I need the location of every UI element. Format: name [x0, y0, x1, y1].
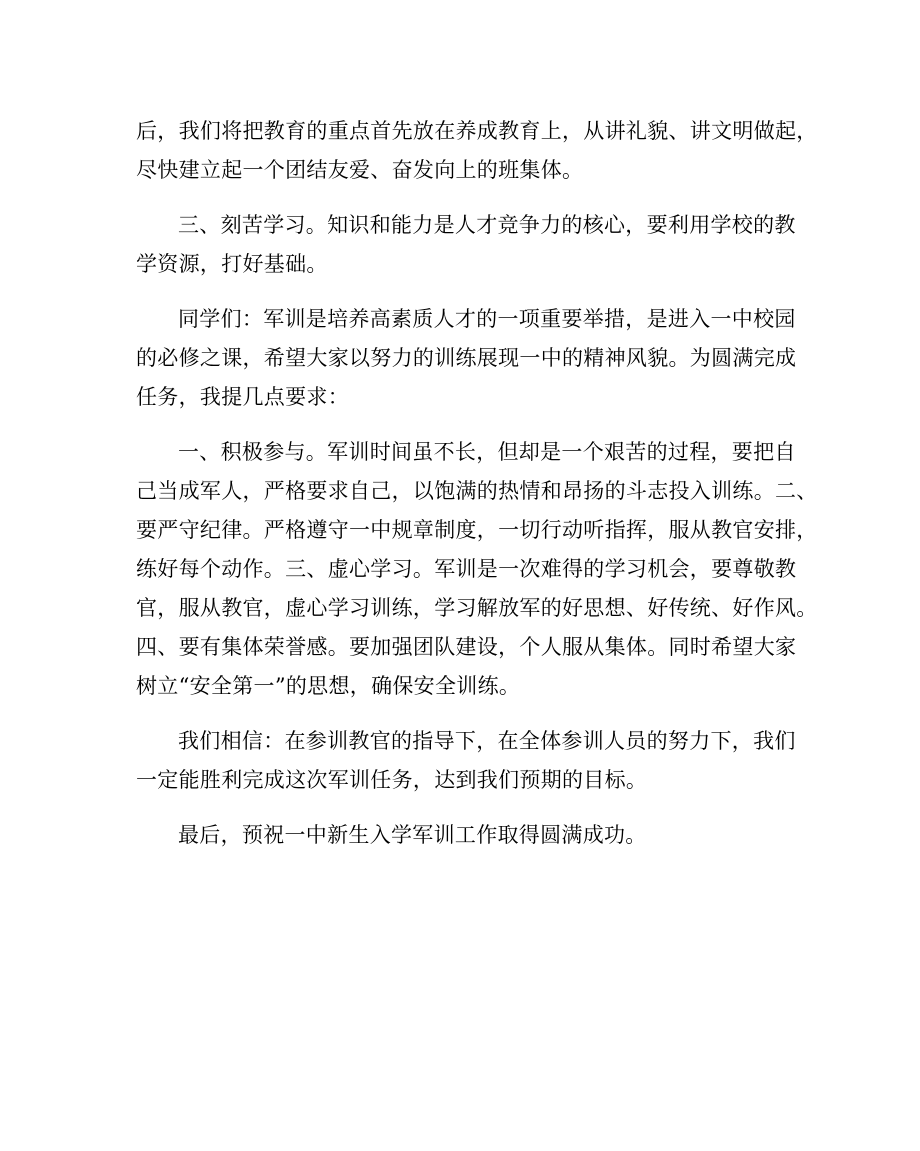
text-line: 的必修之课，希望大家以努力的训练展现一中的精神风貌。为圆满完成 — [136, 346, 797, 370]
text-line: 树立“安全第一”的思想，确保安全训练。 — [136, 674, 521, 698]
paragraph-belief — [136, 722, 796, 800]
text-line: 我们相信：在参训教官的指导下，在全体参训人员的努力下，我们 — [178, 729, 796, 753]
text-line: 一、积极参与。军训时间虽不长，但却是一个艰苦的过程，要把自 — [178, 440, 796, 464]
paragraph-closing-wish — [136, 816, 786, 855]
text-line: 官，服从教官，虚心学习训练，学习解放军的好思想、好传统、好作风。 — [136, 596, 818, 620]
text-line: 后，我们将把教育的重点首先放在养成教育上，从讲礼貌、讲文明做起， — [136, 119, 818, 143]
text-line: 己当成军人，严格要求自己，以饱满的热情和昂扬的斗志投入训练。二、 — [136, 479, 818, 503]
paragraph-study-hard — [136, 206, 796, 284]
text-line: 学资源，打好基础。 — [136, 252, 328, 276]
text-line: 最后，预祝一中新生入学军训工作取得圆满成功。 — [178, 823, 647, 847]
text-line: 任务，我提几点要求： — [136, 385, 349, 409]
paragraph-continuation — [136, 112, 818, 190]
text-line: 四、要有集体荣誉感。要加强团队建设，个人服从集体。同时希望大家 — [136, 635, 797, 659]
text-line: 三、刻苦学习。知识和能力是人才竞争力的核心，要利用学校的教 — [178, 213, 796, 237]
text-line: 一定能胜利完成这次军训任务，达到我们预期的目标。 — [136, 768, 648, 792]
paragraph-students-address — [136, 300, 797, 417]
paragraph-requirements — [136, 433, 818, 706]
text-line: 同学们：军训是培养高素质人才的一项重要举措，是进入一中校园 — [178, 307, 796, 331]
text-line: 要严守纪律。严格遵守一中规章制度，一切行动听指挥，服从教官安排， — [136, 518, 818, 542]
document-body — [136, 112, 818, 871]
text-line: 尽快建立起一个团结友爱、奋发向上的班集体。 — [136, 158, 584, 182]
text-line: 练好每个动作。三、虚心学习。军训是一次难得的学习机会，要尊敬教 — [136, 557, 797, 581]
